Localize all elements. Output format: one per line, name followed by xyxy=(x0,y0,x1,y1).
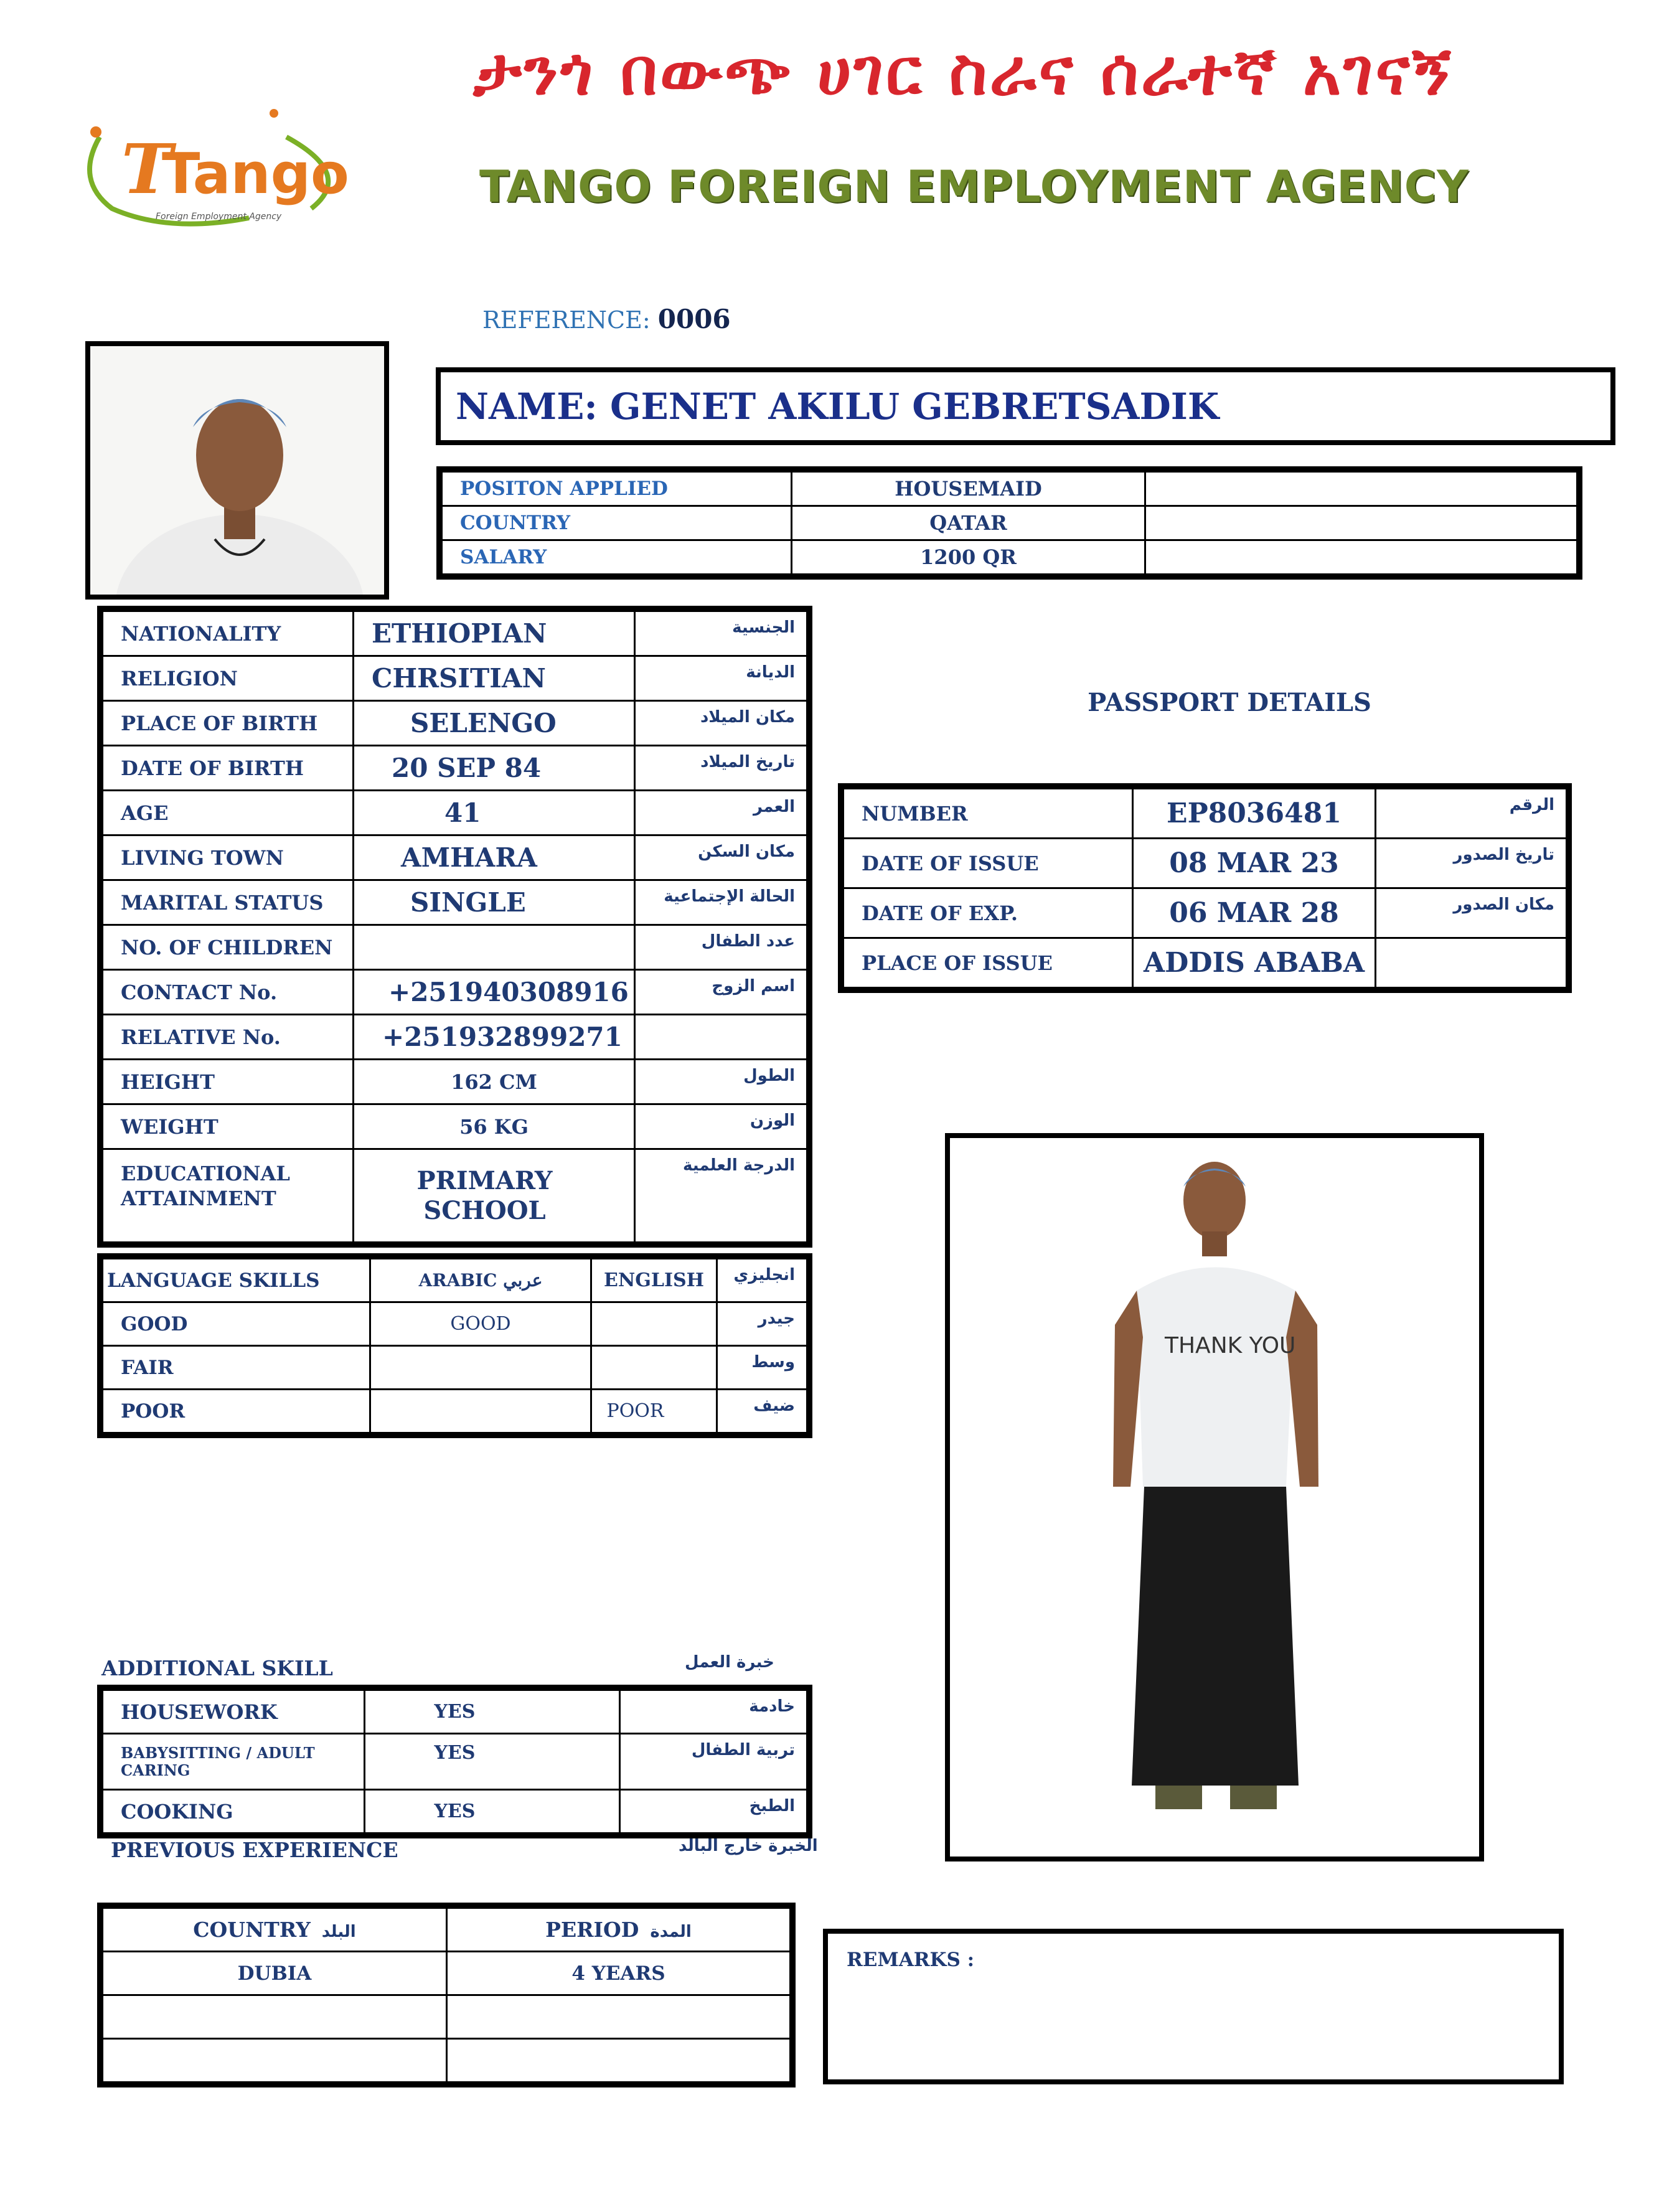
table-row xyxy=(103,1259,807,1302)
reference-line: REFERENCE: 0006 xyxy=(482,304,731,334)
amharic-title: ታንጎ በውጭ ሀገር ስራና ሰራተኛ አገናኝ xyxy=(473,34,1454,110)
personal-details-table xyxy=(101,610,808,1243)
arabic-level xyxy=(370,1390,591,1433)
country-header-label: COUNTRY xyxy=(193,1918,311,1942)
skill-label-arabic: خادمة xyxy=(620,1690,807,1734)
passport-value: 08 MAR 23 xyxy=(1133,839,1376,888)
skill-value: YES xyxy=(365,1734,620,1790)
remarks-label: REMARKS : xyxy=(847,1949,975,1971)
headshot-photo xyxy=(85,341,389,600)
passport-value: ADDIS ABABA xyxy=(1133,938,1376,988)
table-row xyxy=(103,701,807,746)
field-label-arabic: الدرجة العلمية xyxy=(635,1149,807,1243)
table-row xyxy=(103,1390,807,1433)
field-value xyxy=(354,925,635,970)
field-label-arabic: الديانة xyxy=(635,656,807,701)
position-table xyxy=(441,471,1578,575)
arabic-column-header: ARABIC عربي xyxy=(370,1259,591,1302)
field-label: LIVING TOWN xyxy=(103,835,354,880)
table-row xyxy=(442,540,1577,575)
level-label-arabic: وسط xyxy=(717,1346,807,1390)
field-label: DATE OF BIRTH xyxy=(103,746,354,791)
field-label-arabic: مكان السكن xyxy=(635,835,807,880)
table-row xyxy=(103,1908,791,1952)
passport-label-arabic xyxy=(1376,938,1567,988)
language-skills-table xyxy=(101,1258,808,1434)
table-row xyxy=(103,611,807,656)
skill-value: YES xyxy=(365,1690,620,1734)
table-row xyxy=(844,789,1567,839)
arabic-level xyxy=(370,1346,591,1390)
passport-label: NUMBER xyxy=(844,789,1133,839)
field-label: AGE xyxy=(103,791,354,835)
english-column-header: ENGLISH xyxy=(591,1259,717,1302)
level-label-arabic: ضيف xyxy=(717,1390,807,1433)
passport-value: 06 MAR 28 xyxy=(1133,888,1376,938)
field-value: SINGLE xyxy=(354,880,635,925)
passport-label: DATE OF EXP. xyxy=(844,888,1133,938)
field-label: CONTACT No. xyxy=(103,970,354,1015)
table-row xyxy=(103,2039,791,2083)
passport-label-arabic: الرقم xyxy=(1376,789,1567,839)
table-row xyxy=(103,1060,807,1104)
level-label: FAIR xyxy=(103,1346,370,1390)
level-label-arabic: جيدر xyxy=(717,1302,807,1346)
passport-details-title: PASSPORT DETAILS xyxy=(1088,688,1371,717)
table-row xyxy=(103,1995,791,2039)
table-row xyxy=(103,1149,807,1243)
table-row xyxy=(844,938,1567,988)
position-label: POSITON APPLIED xyxy=(442,472,792,506)
table-row xyxy=(103,1015,807,1060)
field-label: HEIGHT xyxy=(103,1060,354,1104)
country-header-arabic: البلد xyxy=(321,1923,356,1941)
full-body-photo xyxy=(945,1133,1484,1861)
additional-skill-title: ADDITIONAL SKILL xyxy=(101,1656,333,1680)
empty-cell xyxy=(1145,506,1577,540)
previous-experience-title: PREVIOUS EXPERIENCE xyxy=(111,1838,398,1862)
experience-period: 4 YEARS xyxy=(447,1952,791,1995)
table-row xyxy=(103,880,807,925)
field-value: +251940308916 xyxy=(354,970,635,1015)
agency-logo xyxy=(62,100,349,243)
passport-label: DATE OF ISSUE xyxy=(844,839,1133,888)
additional-skill-title-arabic: خبرة العمل xyxy=(685,1653,774,1672)
field-label-arabic: الوزن xyxy=(635,1104,807,1149)
period-header-arabic: المدة xyxy=(650,1923,692,1941)
field-value: 20 SEP 84 xyxy=(354,746,635,791)
field-value: 41 xyxy=(354,791,635,835)
field-label: NATIONALITY xyxy=(103,611,354,656)
field-label: EDUCATIONAL ATTAINMENT xyxy=(103,1149,354,1243)
table-row xyxy=(103,1302,807,1346)
svg-text:THANK YOU: THANK YOU xyxy=(1165,1333,1296,1358)
level-label: GOOD xyxy=(103,1302,370,1346)
field-value: ETHIOPIAN xyxy=(354,611,635,656)
skill-value: YES xyxy=(365,1790,620,1833)
previous-experience-title-arabic: الخبرة خارج البالد xyxy=(679,1837,818,1855)
logo-graphic xyxy=(62,100,349,243)
field-label: MARITAL STATUS xyxy=(103,880,354,925)
field-label-arabic: العمر xyxy=(635,791,807,835)
country-label: COUNTRY xyxy=(442,506,792,540)
empty-cell xyxy=(1145,540,1577,575)
level-label: POOR xyxy=(103,1390,370,1433)
period-header-label: PERIOD xyxy=(545,1918,639,1942)
svg-text:Foreign Employment Agency: Foreign Employment Agency xyxy=(156,212,282,222)
previous-experience-table xyxy=(101,1907,791,2083)
field-label-arabic: الطول xyxy=(635,1060,807,1104)
passport-label-arabic: تاريخ الصدور xyxy=(1376,839,1567,888)
language-skills-label: LANGUAGE SKILLS xyxy=(103,1259,370,1302)
salary-value: 1200 QR xyxy=(792,540,1145,575)
table-row xyxy=(103,656,807,701)
salary-label: SALARY xyxy=(442,540,792,575)
passport-label: PLACE OF ISSUE xyxy=(844,938,1133,988)
passport-table xyxy=(842,788,1567,989)
period-column-header xyxy=(447,1908,791,1952)
experience-country xyxy=(103,2039,447,2083)
reference-label: REFERENCE xyxy=(482,306,642,334)
empty-cell xyxy=(1145,472,1577,506)
field-label-arabic: الجنسية xyxy=(635,611,807,656)
english-level: POOR xyxy=(591,1390,717,1433)
field-label: RELATIVE No. xyxy=(103,1015,354,1060)
experience-period xyxy=(447,1995,791,2039)
table-row xyxy=(103,1952,791,1995)
country-column-header xyxy=(103,1908,447,1952)
arabic-level: GOOD xyxy=(370,1302,591,1346)
english-column-header-arabic: انجليزي xyxy=(717,1259,807,1302)
english-title: TANGO FOREIGN EMPLOYMENT AGENCY xyxy=(479,161,1469,212)
additional-skill-table xyxy=(101,1689,808,1834)
experience-period xyxy=(447,2039,791,2083)
field-label: PLACE OF BIRTH xyxy=(103,701,354,746)
table-row xyxy=(103,970,807,1015)
table-row xyxy=(844,839,1567,888)
table-row xyxy=(442,506,1577,540)
table-row xyxy=(103,746,807,791)
svg-text:T: T xyxy=(121,129,172,209)
field-value: AMHARA xyxy=(354,835,635,880)
skill-label: COOKING xyxy=(103,1790,365,1833)
field-label: WEIGHT xyxy=(103,1104,354,1149)
table-row xyxy=(103,1346,807,1390)
table-row xyxy=(844,888,1567,938)
svg-text:Tango: Tango xyxy=(162,141,349,207)
field-label-arabic xyxy=(635,1015,807,1060)
table-row xyxy=(103,791,807,835)
experience-country: DUBIA xyxy=(103,1952,447,1995)
skill-label-arabic: الطبخ xyxy=(620,1790,807,1833)
field-value: 162 CM xyxy=(354,1060,635,1104)
field-value: +251932899271 xyxy=(354,1015,635,1060)
english-level xyxy=(591,1302,717,1346)
table-row xyxy=(103,925,807,970)
skill-label: HOUSEWORK xyxy=(103,1690,365,1734)
field-label-arabic: مكان الميلاد xyxy=(635,701,807,746)
english-level xyxy=(591,1346,717,1390)
field-label-arabic: تاريخ الميلاد xyxy=(635,746,807,791)
field-value: PRIMARY SCHOOL xyxy=(354,1149,635,1243)
table-row xyxy=(442,472,1577,506)
table-row xyxy=(103,1790,807,1833)
country-value: QATAR xyxy=(792,506,1145,540)
skill-label-arabic: تربية الطفال xyxy=(620,1734,807,1790)
field-value: SELENGO xyxy=(354,701,635,746)
skill-label: BABYSITTING / ADULT CARING xyxy=(103,1734,365,1790)
table-row xyxy=(103,1690,807,1734)
field-value: CHRSITIAN xyxy=(354,656,635,701)
reference-value: 0006 xyxy=(657,304,731,334)
field-value: 56 KG xyxy=(354,1104,635,1149)
position-value: HOUSEMAID xyxy=(792,472,1145,506)
table-row xyxy=(103,1104,807,1149)
candidate-name: NAME: GENET AKILU GEBRETSADIK xyxy=(436,367,1615,445)
passport-value: EP8036481 xyxy=(1133,789,1376,839)
field-label-arabic: اسم الزوج xyxy=(635,970,807,1015)
experience-country xyxy=(103,1995,447,2039)
passport-label-arabic: مكان الصدور xyxy=(1376,888,1567,938)
field-label: NO. OF CHILDREN xyxy=(103,925,354,970)
remarks-box xyxy=(823,1929,1564,2084)
table-row xyxy=(103,835,807,880)
field-label-arabic: الحالة الإجتماعية xyxy=(635,880,807,925)
field-label: RELIGION xyxy=(103,656,354,701)
table-row xyxy=(103,1734,807,1790)
field-label-arabic: عدد الطفال xyxy=(635,925,807,970)
